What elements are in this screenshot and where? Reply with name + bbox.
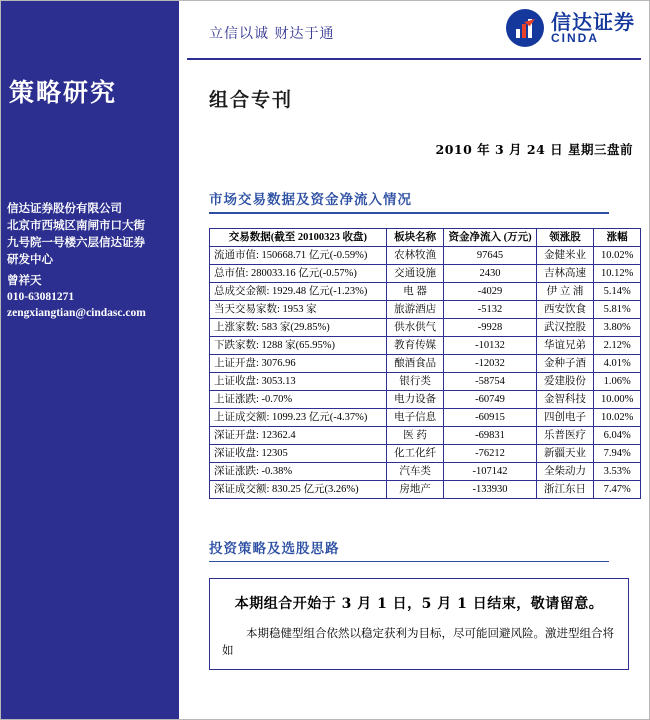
cell-change: 5.14%	[594, 282, 641, 300]
cell-leader: 四创电子	[536, 408, 594, 426]
cell-netflow: -9928	[444, 318, 536, 336]
logo-text-cn: 信达证券	[551, 9, 635, 34]
cell-change: 3.53%	[594, 462, 641, 480]
cell-leader: 金健米业	[536, 246, 594, 264]
logo-text-en: CINDA	[551, 30, 599, 45]
market-data-table	[209, 228, 641, 499]
cell-leader: 金种子酒	[536, 354, 594, 372]
table-row	[210, 246, 641, 264]
page-title: 组合专刊	[209, 89, 294, 111]
cell-netflow: -107142	[444, 462, 536, 480]
company-logo	[506, 9, 635, 47]
cell-change: 10.02%	[594, 246, 641, 264]
cell-change: 10.02%	[594, 408, 641, 426]
cell-netflow: -10132	[444, 336, 536, 354]
column-header-leader: 领涨股	[536, 228, 594, 246]
cell-sector: 旅游酒店	[386, 300, 444, 318]
table-row	[210, 264, 641, 282]
cell-sector: 农林牧渔	[386, 246, 444, 264]
cell-sector: 电 器	[386, 282, 444, 300]
cell-sector: 交通设施	[386, 264, 444, 282]
cell-leader: 爱建股份	[536, 372, 594, 390]
cell-netflow: -60915	[444, 408, 536, 426]
cell-stat: 上证收盘: 3053.13	[210, 372, 387, 390]
cell-change: 10.00%	[594, 390, 641, 408]
company-address-line-2: 九号院一号楼六层信达证券	[7, 237, 145, 249]
analyst-name: 曾祥天	[7, 275, 42, 287]
cell-stat: 下跌家数: 1288 家(65.95%)	[210, 336, 387, 354]
cell-leader: 华谊兄弟	[536, 336, 594, 354]
cell-sector: 电力设备	[386, 390, 444, 408]
company-address-line-1: 北京市西城区南闸市口大街	[7, 220, 145, 232]
table-row	[210, 462, 641, 480]
table-row	[210, 390, 641, 408]
cell-stat: 深证开盘: 12362.4	[210, 426, 387, 444]
strategy-note-title: 本期组合开始于 3 月 1 日，5 月 1 日结束，敬请留意。	[234, 596, 604, 612]
table-row	[210, 354, 641, 372]
cell-leader: 吉林高速	[536, 264, 594, 282]
column-header-stats: 交易数据(截至 20100323 收盘)	[210, 228, 387, 246]
cell-leader: 新疆天业	[536, 444, 594, 462]
cell-stat: 上证成交额: 1099.23 亿元(-4.37%)	[210, 408, 387, 426]
sidebar-company-info	[7, 201, 175, 269]
cell-netflow: -4029	[444, 282, 536, 300]
cell-stat: 上证开盘: 3076.96	[210, 354, 387, 372]
cell-stat: 总市值: 280033.16 亿元(-0.57%)	[210, 264, 387, 282]
cell-leader: 武汉控股	[536, 318, 594, 336]
cell-sector: 供水供气	[386, 318, 444, 336]
cell-netflow: -58754	[444, 372, 536, 390]
strategy-section-heading: 投资策略及选股思路	[209, 540, 340, 557]
sidebar-contact-info	[7, 273, 175, 321]
column-header-sector: 板块名称	[386, 228, 444, 246]
table-body	[210, 246, 641, 498]
table-row	[210, 282, 641, 300]
cell-leader: 乐普医疗	[536, 426, 594, 444]
cell-leader: 金智科技	[536, 390, 594, 408]
cell-stat: 上证涨跌: -0.70%	[210, 390, 387, 408]
table-row	[210, 318, 641, 336]
cell-sector: 酿酒食品	[386, 354, 444, 372]
table-header-row	[210, 228, 641, 246]
cell-sector: 汽车类	[386, 462, 444, 480]
cell-sector: 电子信息	[386, 408, 444, 426]
table-row	[210, 408, 641, 426]
cell-stat: 深证收盘: 12305	[210, 444, 387, 462]
cell-change: 1.06%	[594, 372, 641, 390]
cell-stat: 深证涨跌: -0.38%	[210, 462, 387, 480]
page-header	[179, 1, 649, 59]
cell-netflow: 2430	[444, 264, 536, 282]
cell-netflow: -60749	[444, 390, 536, 408]
cell-netflow: -76212	[444, 444, 536, 462]
cell-stat: 当天交易家数: 1953 家	[210, 300, 387, 318]
analyst-phone: 010-63081271	[7, 291, 75, 303]
cinda-logo-icon	[506, 9, 544, 47]
cell-change: 4.01%	[594, 354, 641, 372]
cell-netflow: -69831	[444, 426, 536, 444]
document-date: 2010 年 3 月 24 日 星期三盘前	[435, 142, 633, 157]
column-header-netflow: 资金净流入 (万元)	[444, 228, 536, 246]
cell-change: 3.80%	[594, 318, 641, 336]
cell-stat: 流通市值: 150668.71 亿元(-0.59%)	[210, 246, 387, 264]
strategy-note-body: 本期稳健型组合依然以稳定获利为目标，尽可能回避风险。激进型组合将如	[222, 626, 614, 657]
cell-stat: 深证成交额: 830.25 亿元(3.26%)	[210, 480, 387, 498]
company-slogan: 立信以诚 财达于通	[209, 26, 335, 42]
sidebar	[1, 1, 179, 719]
cell-sector: 房地产	[386, 480, 444, 498]
cell-leader: 西安饮食	[536, 300, 594, 318]
header-divider	[187, 58, 641, 60]
cell-stat: 总成交金额: 1929.48 亿元(-1.23%)	[210, 282, 387, 300]
cell-netflow: 97645	[444, 246, 536, 264]
table-row	[210, 444, 641, 462]
cell-netflow: -5132	[444, 300, 536, 318]
market-section-divider	[209, 212, 609, 214]
cell-leader: 伊 立 浦	[536, 282, 594, 300]
table-row	[210, 426, 641, 444]
company-name: 信达证券股份有限公司	[7, 203, 122, 215]
table-row	[210, 336, 641, 354]
company-address-line-3: 研发中心	[7, 254, 53, 266]
cell-netflow: -133930	[444, 480, 536, 498]
main-content	[187, 63, 641, 670]
cell-netflow: -12032	[444, 354, 536, 372]
strategy-note-box	[209, 578, 629, 670]
cell-change: 5.81%	[594, 300, 641, 318]
cell-change: 7.47%	[594, 480, 641, 498]
cell-leader: 全柴动力	[536, 462, 594, 480]
cell-change: 7.94%	[594, 444, 641, 462]
table-row	[210, 372, 641, 390]
table-row	[210, 300, 641, 318]
cell-sector: 化工化纤	[386, 444, 444, 462]
cell-sector: 教育传媒	[386, 336, 444, 354]
column-header-change: 涨幅	[594, 228, 641, 246]
cell-sector: 银行类	[386, 372, 444, 390]
cell-sector: 医 药	[386, 426, 444, 444]
cell-leader: 浙江东日	[536, 480, 594, 498]
analyst-email: zengxiangtian@cindasc.com	[7, 307, 146, 319]
cell-stat: 上涨家数: 583 家(29.85%)	[210, 318, 387, 336]
cell-change: 2.12%	[594, 336, 641, 354]
cell-change: 10.12%	[594, 264, 641, 282]
strategy-section-divider	[209, 561, 609, 563]
table-row	[210, 480, 641, 498]
market-section-heading: 市场交易数据及资金净流入情况	[209, 192, 412, 208]
sidebar-title: 策略研究	[9, 78, 118, 107]
cell-change: 6.04%	[594, 426, 641, 444]
